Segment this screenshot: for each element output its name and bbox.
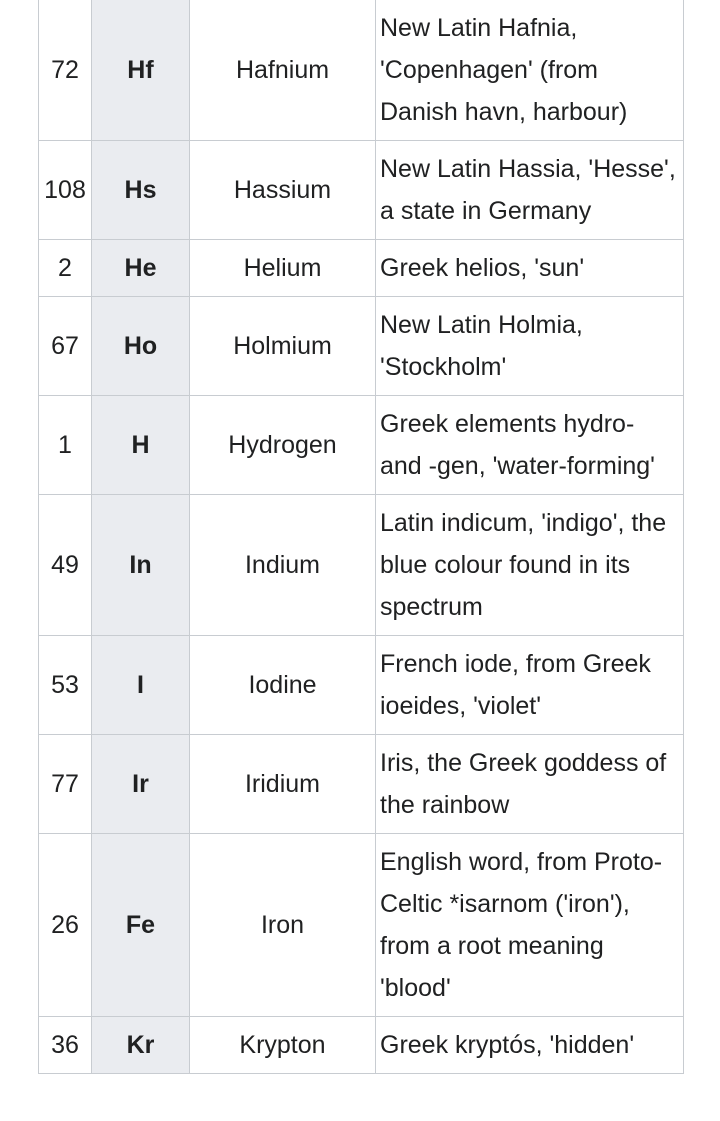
elements-table-body	[39, 0, 684, 1074]
atomic-number-cell: 108	[39, 141, 92, 240]
atomic-number-cell: 77	[39, 735, 92, 834]
element-name-cell: Iodine	[190, 636, 376, 735]
atomic-number-cell: 36	[39, 1017, 92, 1074]
symbol-cell: H	[92, 396, 190, 495]
element-name-cell: Helium	[190, 240, 376, 297]
elements-table	[38, 0, 684, 1074]
symbol-cell: Fe	[92, 834, 190, 1017]
origin-cell: English word, from Proto-Celtic *isarnom ('iron'), from a root meaning 'blood'	[376, 834, 684, 1017]
symbol-cell: Kr	[92, 1017, 190, 1074]
element-name-cell: Holmium	[190, 297, 376, 396]
atomic-number-cell: 67	[39, 297, 92, 396]
table-row	[39, 0, 684, 141]
atomic-number-cell: 72	[39, 0, 92, 141]
table-row	[39, 1017, 684, 1074]
atomic-number-cell: 53	[39, 636, 92, 735]
origin-cell: Greek helios, 'sun'	[376, 240, 684, 297]
symbol-cell: He	[92, 240, 190, 297]
origin-cell: Iris, the Greek goddess of the rainbow	[376, 735, 684, 834]
atomic-number-cell: 26	[39, 834, 92, 1017]
symbol-cell: I	[92, 636, 190, 735]
symbol-cell: Ho	[92, 297, 190, 396]
atomic-number-cell: 49	[39, 495, 92, 636]
element-name-cell: Hafnium	[190, 0, 376, 141]
atomic-number-cell: 1	[39, 396, 92, 495]
symbol-cell: Hf	[92, 0, 190, 141]
symbol-cell: In	[92, 495, 190, 636]
table-row	[39, 636, 684, 735]
table-row	[39, 834, 684, 1017]
table-row	[39, 735, 684, 834]
table-row	[39, 141, 684, 240]
origin-cell: French iode, from Greek ioeides, 'violet'	[376, 636, 684, 735]
table-row	[39, 297, 684, 396]
symbol-cell: Ir	[92, 735, 190, 834]
element-name-cell: Krypton	[190, 1017, 376, 1074]
origin-cell: Latin indicum, 'indigo', the blue colour found in its spectrum	[376, 495, 684, 636]
origin-cell: New Latin Hafnia, 'Copenhagen' (from Danish havn, harbour)	[376, 0, 684, 141]
table-row	[39, 495, 684, 636]
element-name-cell: Iron	[190, 834, 376, 1017]
elements-table-container	[38, 0, 683, 1074]
symbol-cell: Hs	[92, 141, 190, 240]
origin-cell: New Latin Holmia, 'Stockholm'	[376, 297, 684, 396]
origin-cell: Greek elements hydro- and -gen, 'water-forming'	[376, 396, 684, 495]
element-name-cell: Hydrogen	[190, 396, 376, 495]
origin-cell: Greek kryptós, 'hidden'	[376, 1017, 684, 1074]
table-row	[39, 240, 684, 297]
origin-cell: New Latin Hassia, 'Hesse', a state in Germany	[376, 141, 684, 240]
atomic-number-cell: 2	[39, 240, 92, 297]
element-name-cell: Indium	[190, 495, 376, 636]
table-row	[39, 396, 684, 495]
element-name-cell: Iridium	[190, 735, 376, 834]
element-name-cell: Hassium	[190, 141, 376, 240]
